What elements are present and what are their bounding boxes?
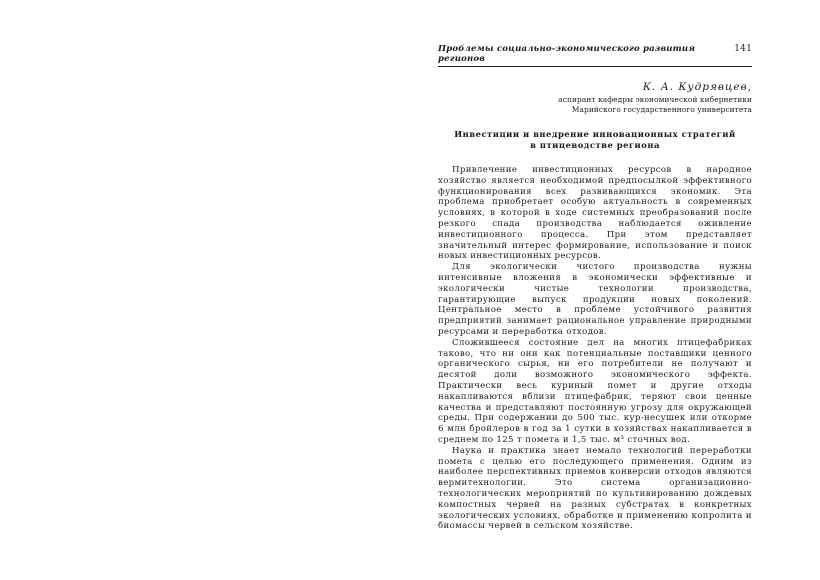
article-title: [438, 129, 752, 151]
page-number: 141: [734, 44, 752, 54]
paragraph-4: Наука и практика знает немало технологий переработки помета с целью его последующего применения. Одним из наиболее перспективных приемов конверсии отходов являются вермитехнологии. Это система организационно-технологических мероприятий по культивированию дождевых компостных червей на разных субстратах в конкретных экологических условиях, обработке и применению копролита и биомассы червей в сельском хозяйстве.: [438, 445, 752, 532]
paragraph-2: Для экологически чистого производства нужны интенсивные вложения в экономически эффективные и экологически чистые технологии производства, гарантирующие выпуск продукции новых поколений. Центральное место в проблеме устойчивого развития предприятий занимает рациональное управление природными ресурсами и переработка отходов.: [438, 262, 752, 337]
author-affiliation-line-1: аспирант кафедры экономической кибернетики: [558, 95, 752, 104]
author-block: [438, 81, 752, 114]
paragraph-1: Привлечение инвестиционных ресурсов в народное хозяйство является необходимой предпосылкой эффективного функционирования всех развивающихся экономик. Эта проблема приобретает особую актуальность в современных условиях, в которой в ходе системных преобразований после резкого спада производства наблюдается оживление инвестиционного процесса. При этом представляет значительный интерес формирование, использование и поиск новых инвестиционных ресурсов.: [438, 165, 752, 262]
running-title: Проблемы социально-экономического развития регионов: [438, 44, 696, 64]
author-name: К. А. Кудрявцев,: [642, 81, 752, 93]
running-header: [438, 44, 752, 67]
article-title-line-2: в птицеводстве региона: [530, 140, 660, 150]
journal-page: [438, 44, 752, 532]
article-title-line-1: Инвестиции и внедрение инновационных стратегий: [454, 129, 736, 139]
paragraph-3: Сложившееся состояние дел на многих птицефабриках таково, что ни они как потенциальные поставщики ценного органического сырья, ни его потребители не получают и десятой доли возможного экономического эффекта. Практически весь куриный помет и другие отходы накапливаются вблизи птицефабрик, теряют свои ценные качества и представляют постоянную угрозу для окружающей среды. При содержании до 500 тыс. кур-несушек или откорме 6 млн бройлеров в год за 1 сутки в хозяйствах накапливается в среднем по 125 т помета и 1,5 тыс. м³ сточных вод.: [438, 337, 752, 445]
author-affiliation-line-2: Марийского государственного университета: [571, 104, 752, 114]
article-body: [438, 165, 752, 532]
